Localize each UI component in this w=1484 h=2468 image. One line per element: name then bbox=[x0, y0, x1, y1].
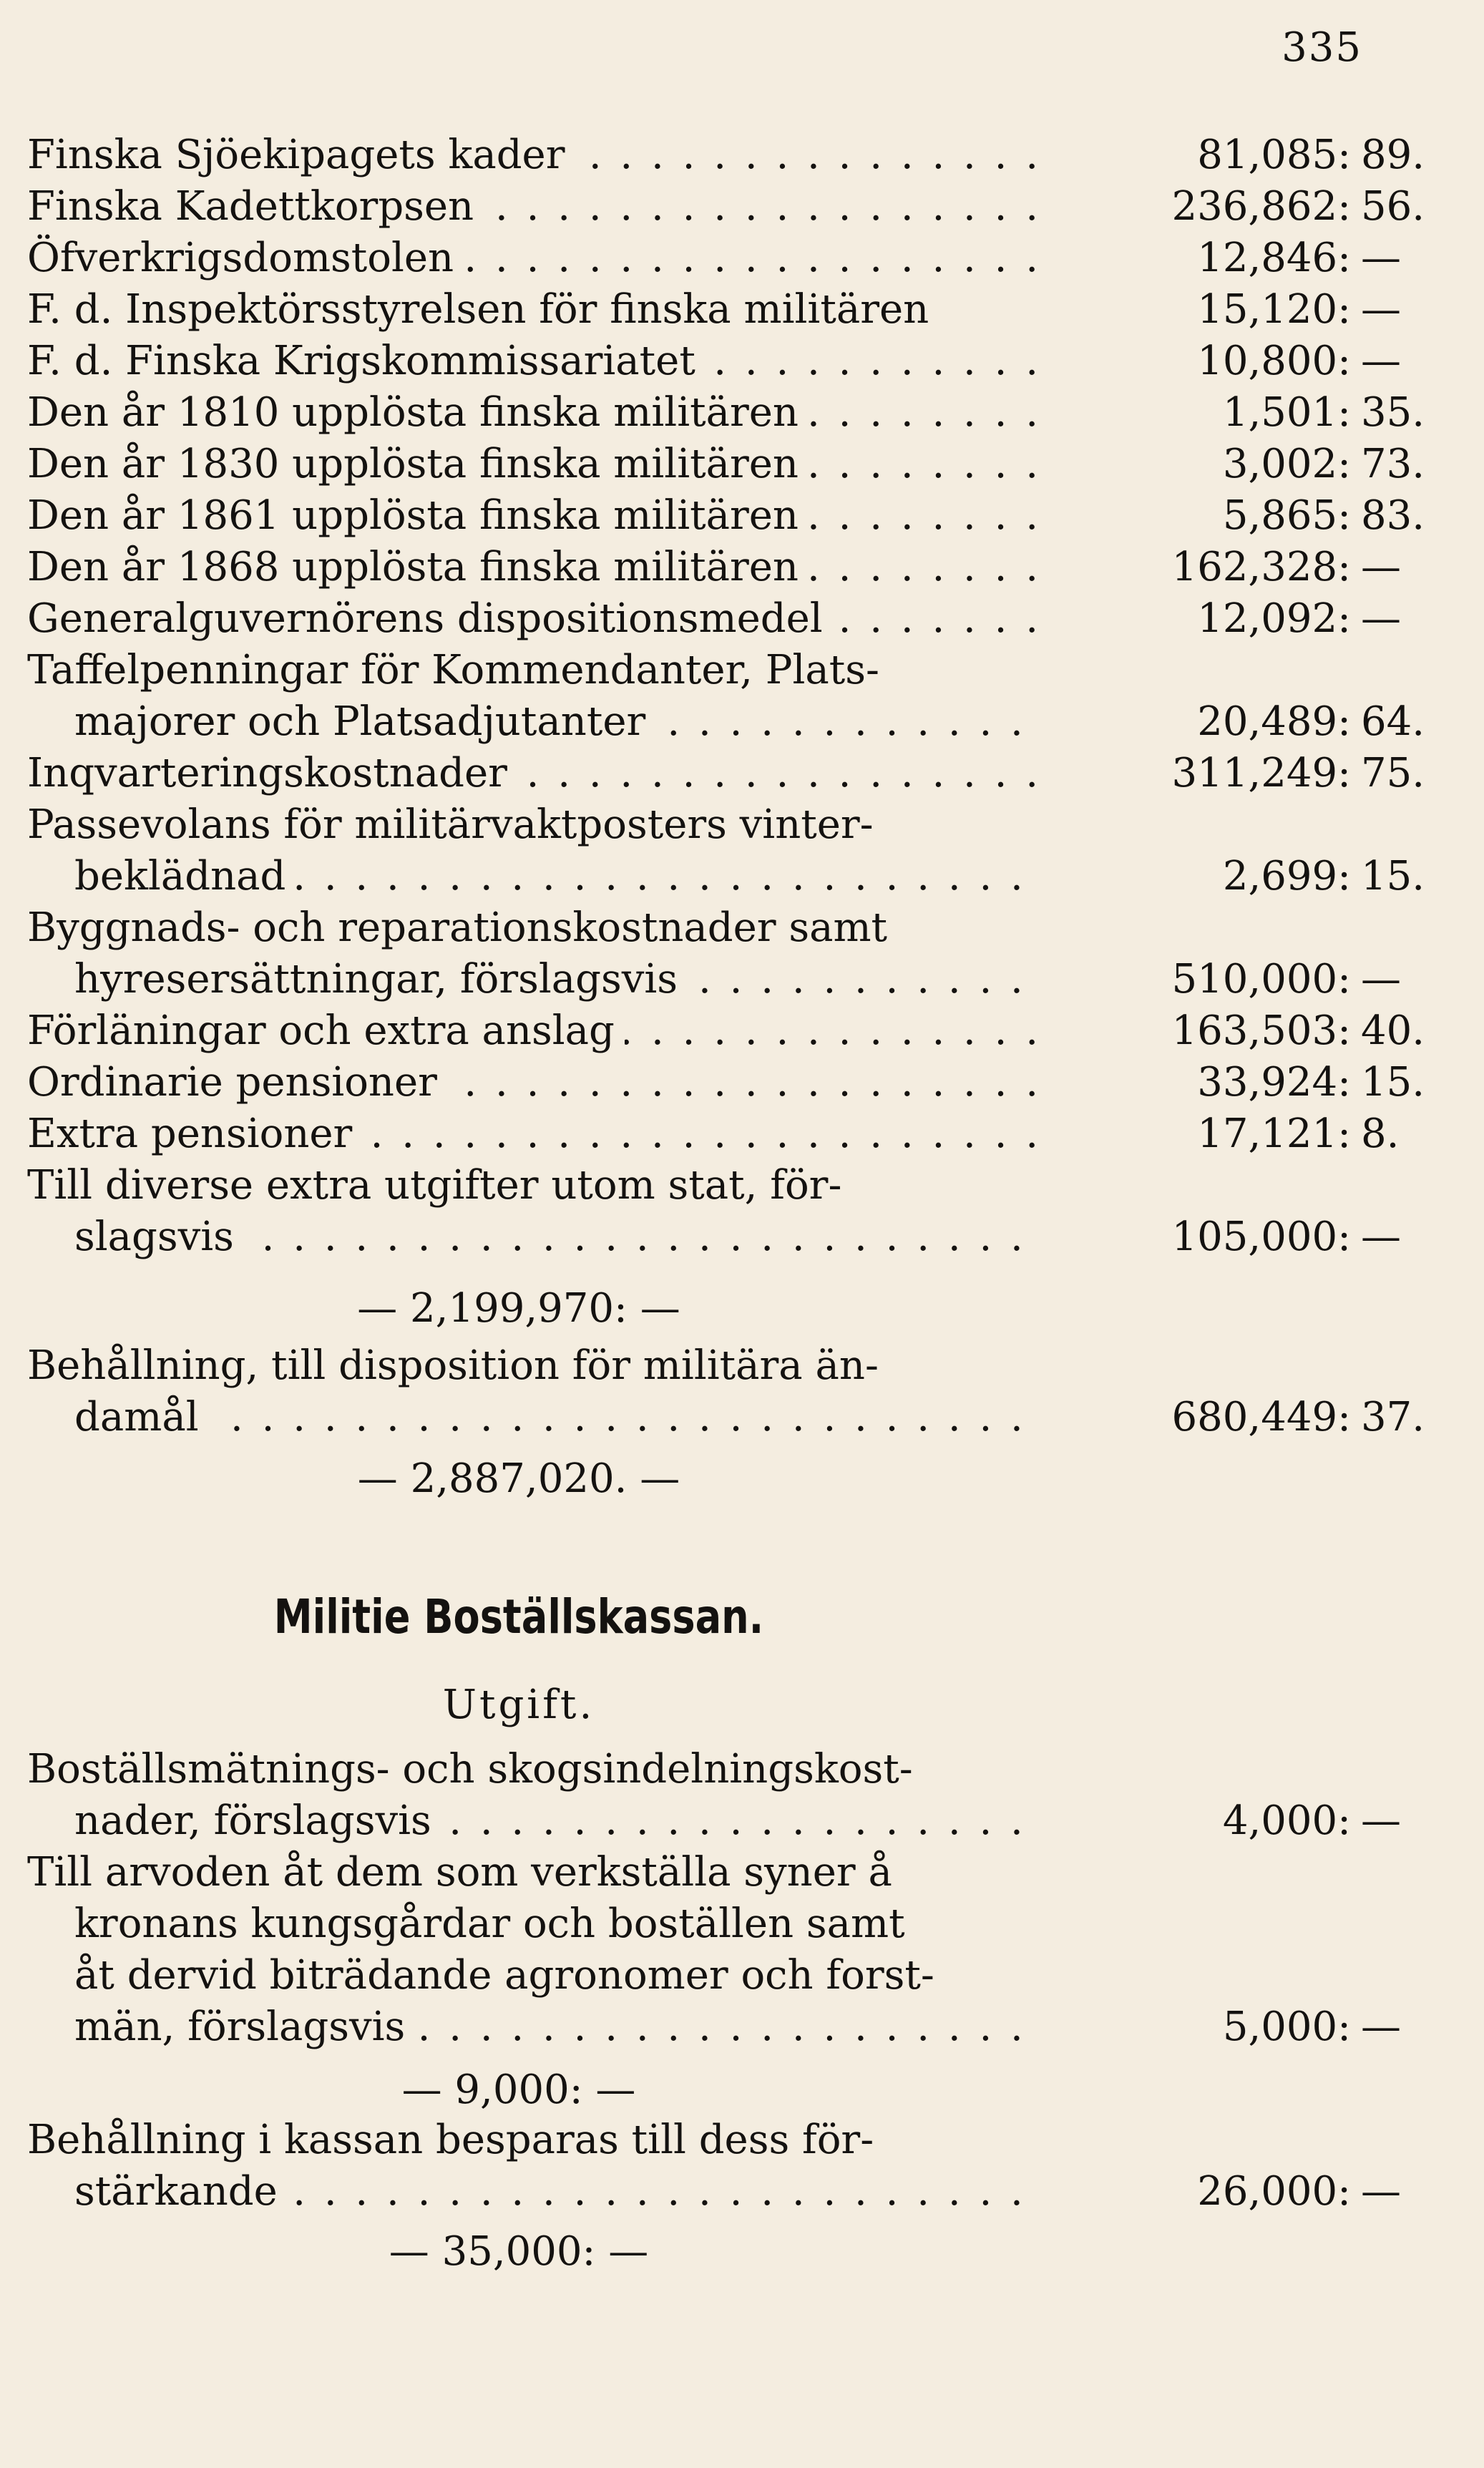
ledger-row bbox=[74, 955, 1422, 1005]
row-ore: 35. bbox=[1361, 389, 1425, 436]
row-label: F. d. Finska Krigskommissariatet bbox=[27, 338, 706, 384]
ledger-row bbox=[27, 336, 1422, 386]
ledger-row bbox=[27, 594, 1422, 644]
ledger-row bbox=[27, 285, 1422, 335]
row-label: Byggnads- och reparationskostnader samt bbox=[27, 904, 897, 951]
row-label: Behållning i kassan besparas till dess för- bbox=[27, 2117, 884, 2163]
ledger-row bbox=[27, 748, 1425, 799]
row-amount: 5,865: bbox=[1222, 492, 1351, 539]
row-ore: 15. bbox=[1361, 1059, 1425, 1106]
row-ore: 56. bbox=[1361, 183, 1425, 230]
row-ore: — bbox=[1361, 956, 1401, 1003]
row-ore: — bbox=[1361, 595, 1401, 642]
row-label: Den år 1810 upplösta finska militären bbox=[27, 389, 809, 436]
ledger-row bbox=[74, 697, 1425, 747]
total-line: — 2,887,020. — bbox=[357, 1455, 680, 1502]
row-amount: 105,000: bbox=[1171, 1214, 1351, 1260]
row-ore: — bbox=[1361, 2168, 1401, 2215]
ledger-row bbox=[74, 1951, 1422, 2001]
row-amount: 5,000: bbox=[1222, 2004, 1351, 2050]
ledger-row bbox=[74, 852, 1425, 902]
row-amount: 680,449: bbox=[1171, 1394, 1351, 1440]
subtotal-line: — 2,199,970: — bbox=[357, 1285, 680, 1332]
row-label: Öfverkrigsdomstolen bbox=[27, 235, 464, 281]
row-label: nader, förslagsvis bbox=[74, 1798, 441, 1844]
row-ore: — bbox=[1361, 2004, 1401, 2050]
row-ore: — bbox=[1361, 235, 1401, 281]
ledger-row bbox=[74, 1212, 1422, 1262]
ledger-row bbox=[74, 1392, 1425, 1443]
ledger-row bbox=[27, 542, 1422, 592]
row-label: Passevolans för militärvaktposters vinter- bbox=[27, 801, 884, 848]
ledger-row bbox=[27, 491, 1425, 541]
ledger-row bbox=[27, 800, 1422, 850]
row-ore: — bbox=[1361, 338, 1401, 384]
row-amount: 4,000: bbox=[1222, 1798, 1351, 1844]
row-amount: 20,489: bbox=[1197, 698, 1351, 745]
row-amount: 510,000: bbox=[1171, 956, 1351, 1003]
row-ore: — bbox=[1361, 286, 1401, 333]
ledger-row bbox=[27, 2115, 1422, 2165]
row-amount: 10,800: bbox=[1197, 338, 1351, 384]
row-label: Behållning, till disposition för militära än- bbox=[27, 1342, 889, 1389]
row-label: åt dervid biträdande agronomer och forst- bbox=[74, 1952, 944, 1999]
row-ore: 75. bbox=[1361, 750, 1425, 796]
row-amount: 1,501: bbox=[1222, 389, 1351, 436]
row-label: Generalguvernörens dispositionsmedel bbox=[27, 595, 833, 642]
row-label: kronans kungsgårdar och boställen samt bbox=[74, 1901, 915, 1947]
ledger-row bbox=[27, 645, 1422, 696]
row-label: Ordinarie pensioner bbox=[27, 1059, 447, 1106]
row-label: Taffelpenningar för Kommendanter, Plats- bbox=[27, 647, 889, 693]
row-label: majorer och Platsadjutanter bbox=[74, 698, 655, 745]
row-label: Finska Sjöekipagets kader bbox=[27, 132, 575, 178]
row-ore: 15. bbox=[1361, 853, 1425, 899]
row-ore: 8. bbox=[1361, 1111, 1400, 1157]
ledger-row bbox=[27, 439, 1425, 489]
row-amount: 12,846: bbox=[1197, 235, 1351, 281]
ledger-row bbox=[27, 1109, 1422, 1159]
row-amount: 81,085: bbox=[1197, 132, 1351, 178]
total-line: — 35,000: — bbox=[389, 2228, 649, 2275]
row-amount: 3,002: bbox=[1222, 441, 1351, 487]
row-ore: — bbox=[1361, 1798, 1401, 1844]
row-ore: 40. bbox=[1361, 1008, 1425, 1054]
row-amount: 236,862: bbox=[1171, 183, 1351, 230]
ledger-row bbox=[27, 1341, 1422, 1391]
row-amount: 12,092: bbox=[1197, 595, 1351, 642]
row-amount: 15,120: bbox=[1197, 286, 1351, 333]
row-amount: 33,924: bbox=[1197, 1059, 1351, 1106]
row-amount: 17,121: bbox=[1197, 1111, 1351, 1157]
ledger-row bbox=[27, 1161, 1422, 1211]
row-label: damål bbox=[74, 1394, 209, 1440]
row-amount: 163,503: bbox=[1171, 1008, 1351, 1054]
ledger-row bbox=[27, 903, 1422, 953]
row-ore: — bbox=[1361, 1214, 1401, 1260]
ledger-row bbox=[27, 388, 1425, 438]
row-label: män, förslagsvis bbox=[74, 2004, 415, 2050]
ledger-row bbox=[74, 1899, 1422, 1949]
row-amount: 26,000: bbox=[1197, 2168, 1351, 2215]
row-ore: 37. bbox=[1361, 1394, 1425, 1440]
row-label: Den år 1830 upplösta finska militären bbox=[27, 441, 809, 487]
row-label: stärkande bbox=[74, 2168, 288, 2215]
page-number: 335 bbox=[1282, 24, 1362, 71]
ledger-row bbox=[27, 1006, 1425, 1056]
section-title: Militie Boställskassan. bbox=[273, 1589, 764, 1644]
subtotal-line: — 9,000: — bbox=[401, 2067, 636, 2113]
row-amount: 2,699: bbox=[1222, 853, 1351, 899]
row-label: Boställsmätnings- och skogsindelningskost- bbox=[27, 1746, 923, 1793]
row-label: Till arvoden åt dem som verkställa syner å bbox=[27, 1849, 902, 1896]
row-amount: 311,249: bbox=[1171, 750, 1351, 796]
row-label: F. d. Inspektörsstyrelsen för finska militären bbox=[27, 286, 939, 333]
row-ore: 73. bbox=[1361, 441, 1425, 487]
row-label: Inqvarteringskostnader bbox=[27, 750, 517, 796]
row-label: Förläningar och extra anslag bbox=[27, 1008, 625, 1054]
ledger-row bbox=[74, 2002, 1422, 2052]
ledger-row bbox=[27, 182, 1425, 232]
row-label: Den år 1861 upplösta finska militären bbox=[27, 492, 809, 539]
row-label: Finska Kadettkorpsen bbox=[27, 183, 484, 230]
row-ore: 83. bbox=[1361, 492, 1425, 539]
row-ore: 89. bbox=[1361, 132, 1425, 178]
section-subtitle: Utgift. bbox=[442, 1682, 595, 1728]
ledger-row bbox=[27, 130, 1425, 180]
ledger-row bbox=[27, 1745, 1422, 1795]
ledger-row bbox=[27, 1058, 1425, 1108]
row-label: beklädnad bbox=[74, 853, 296, 899]
row-ore: 64. bbox=[1361, 698, 1425, 745]
row-label: hyresersättningar, förslagsvis bbox=[74, 956, 688, 1003]
ledger-row bbox=[27, 1848, 1422, 1898]
row-label: Extra pensioner bbox=[27, 1111, 362, 1157]
ledger-row bbox=[27, 233, 1422, 283]
row-ore: — bbox=[1361, 544, 1401, 590]
row-amount: 162,328: bbox=[1171, 544, 1351, 590]
ledger-row bbox=[74, 2167, 1422, 2217]
row-label: Den år 1868 upplösta finska militären bbox=[27, 544, 809, 590]
row-label: slagsvis bbox=[74, 1214, 244, 1260]
ledger-row bbox=[74, 1796, 1422, 1846]
row-label: Till diverse extra utgifter utom stat, för- bbox=[27, 1162, 851, 1209]
